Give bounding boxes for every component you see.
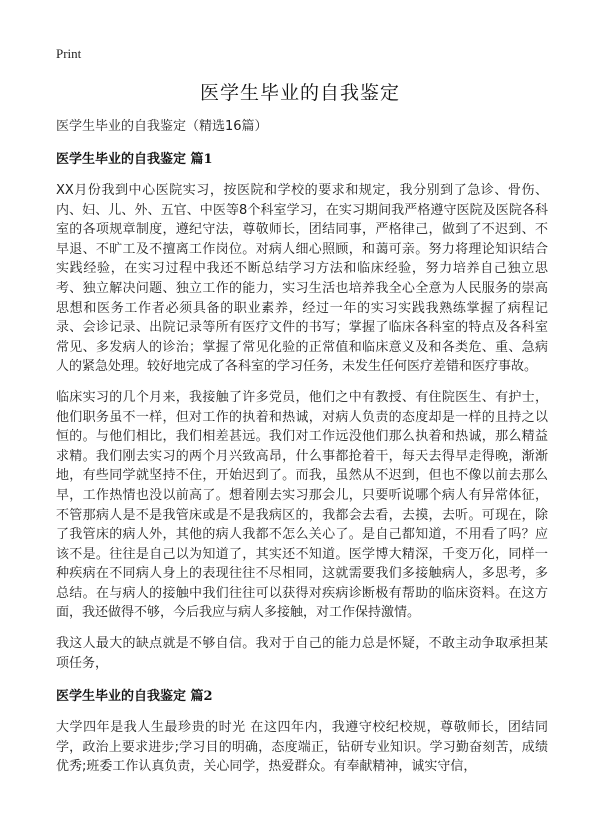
section-2-paragraph-1: 大学四年是我人生最珍贵的时光 在这四年内，我遵守校纪校规，尊敬师长，团结同学，政治上要求进步;学习目的明确，态度端正，钻研专业知识。学习勤奋刻苦，成绩优秀;班委工作认真负责，关心同学，热爱群众。有奉献精神，诚实守信，	[56, 720, 548, 775]
section-1-paragraph-3: 我这人最大的缺点就是不够自信。我对于自己的能力总是怀疑，不敢主动争取承担某项任务，	[56, 636, 548, 671]
document-subtitle: 医学生毕业的自我鉴定（精选16篇）	[56, 119, 268, 134]
document-title: 医学生毕业的自我鉴定	[199, 82, 400, 104]
print-link[interactable]: Print	[56, 46, 82, 61]
section-1-paragraph-2: 临床实习的几个月来，我接触了许多党员，他们之中有教授、有住院医生、有护士，他们职务虽不一样，但对工作的执着和热诚，对病人负责的态度却是一样的且持之以恒的。与他们相比，我们相差甚远。我们对工作远没他们那么执着和热诚，那么精益求精。我们刚去实习的两个月兴致高昂，什么事都抢着干，每天去得早走得晚，渐渐地，有些同学就坚持不住，开始迟到了。而我，虽然从不迟到，但也不像以前去那么早，工作热情也没以前高了。想着刚去实习那会儿，只要听说哪个病人有异常体征，不管那病人是不是我管床或是不是我病区的，我都会去看，去摸，去听。可现在，除了我管床的病人外，其他的病人我都不怎么关心了。是自己都知道，不用看了吗？应该不是。往往是自己以为知道了，其实还不知道。医学博大精深，千变万化，同样一种疾病在不同病人身上的表现往往不尽相同，这就需要我们多接触病人，多思考，多总结。在与病人的接触中我们往往可以获得对疾病诊断极有帮助的临床资料。在这方面，我还做得不够，今后我应与病人多接触，对工作保持激情。	[56, 389, 548, 621]
section-heading-2: 医学生毕业的自我鉴定 篇2	[56, 689, 213, 705]
document-body	[56, 117, 548, 788]
section-heading-1: 医学生毕业的自我鉴定 篇1	[56, 152, 213, 167]
section-1-paragraph-1: XX月份我到中心医院实习，按医院和学校的要求和规定，我分别到了急诊、骨伤、内、妇、儿、外、五官、中医等8个科室学习，在实习期间我严格遵守医院及医院各科室的各项规章制度，遵纪守法，尊敬师长，团结同事，严格律己，做到了不迟到、不早退、不旷工及不擅离工作岗位。对病人细心照顾，和蔼可亲。努力将理论知识结合实践经验，在实习过程中我还不断总结学习方法和临床经验，努力培养自己独立思考、独立解决问题、独立工作的能力，实习生活也培养我全心全意为人民服务的崇高思想和医务工作者必须具备的职业素养，经过一年的实习实践我熟练掌握了病程记录、会诊记录、出院记录等所有医疗文件的书写；掌握了临床各科室的特点及各科室常见、多发病人的诊治；掌握了常见化验的正常值和临床意义及和各类危、重、急病人的紧急处理。较好地完成了各科室的学习任务，未发生任何医疗差错和医疗事故。	[56, 183, 548, 375]
